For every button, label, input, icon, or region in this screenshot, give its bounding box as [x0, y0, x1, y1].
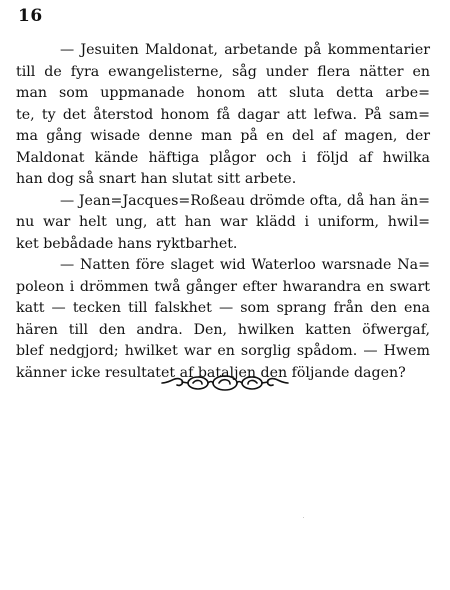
paragraph-rousseau [16, 191, 430, 256]
text-line: Maldonat kände häftiga plågor och i följd af hwilka [16, 149, 430, 166]
text-line: blef nedgjord; hwilket war en sorglig spådom. — Hwem [16, 343, 430, 359]
paper-speck [303, 517, 304, 518]
text-line: — Jean=Jacques=Roßeau drömde ofta, då han än= [60, 192, 430, 209]
text-line: ma gång wisade denne man på en del af magen, der [16, 128, 430, 144]
text-line: han dog så snart han slutat sitt arbete. [16, 171, 297, 187]
paragraph-napoleon [16, 255, 430, 384]
text-line: — Jesuiten Maldonat, arbetande på kommentarier [60, 42, 430, 58]
text-line: katt — tecken till falskhet — som sprang från den ena [16, 300, 430, 316]
paragraph-maldonat [16, 40, 430, 191]
text-line: till de fyra ewangelisterne, såg under flera nätter en [16, 63, 430, 80]
text-line: poleon i drömmen twå gånger efter hwarandra en swart [16, 278, 430, 295]
body-text [16, 40, 430, 384]
text-line: känner icke resultatet af bataljen den följande dagen? [16, 364, 406, 381]
page-number: 16 [18, 6, 43, 26]
text-line: nu war helt ung, att han war klädd i uniform, hwil= [16, 214, 430, 230]
scroll-flourish-icon [160, 368, 290, 398]
text-line: man som uppmanade honom att sluta detta arbe= [16, 85, 430, 101]
text-line: — Natten före slaget wid Waterloo warsnade Na= [60, 257, 430, 273]
text-line: te, ty det återstod honom få dagar att lefwa. På sam= [16, 106, 430, 123]
text-line: ket bebådade hans ryktbarhet. [16, 235, 238, 252]
text-line: hären till den andra. Den, hwilken katten öfwergaf, [16, 321, 430, 338]
